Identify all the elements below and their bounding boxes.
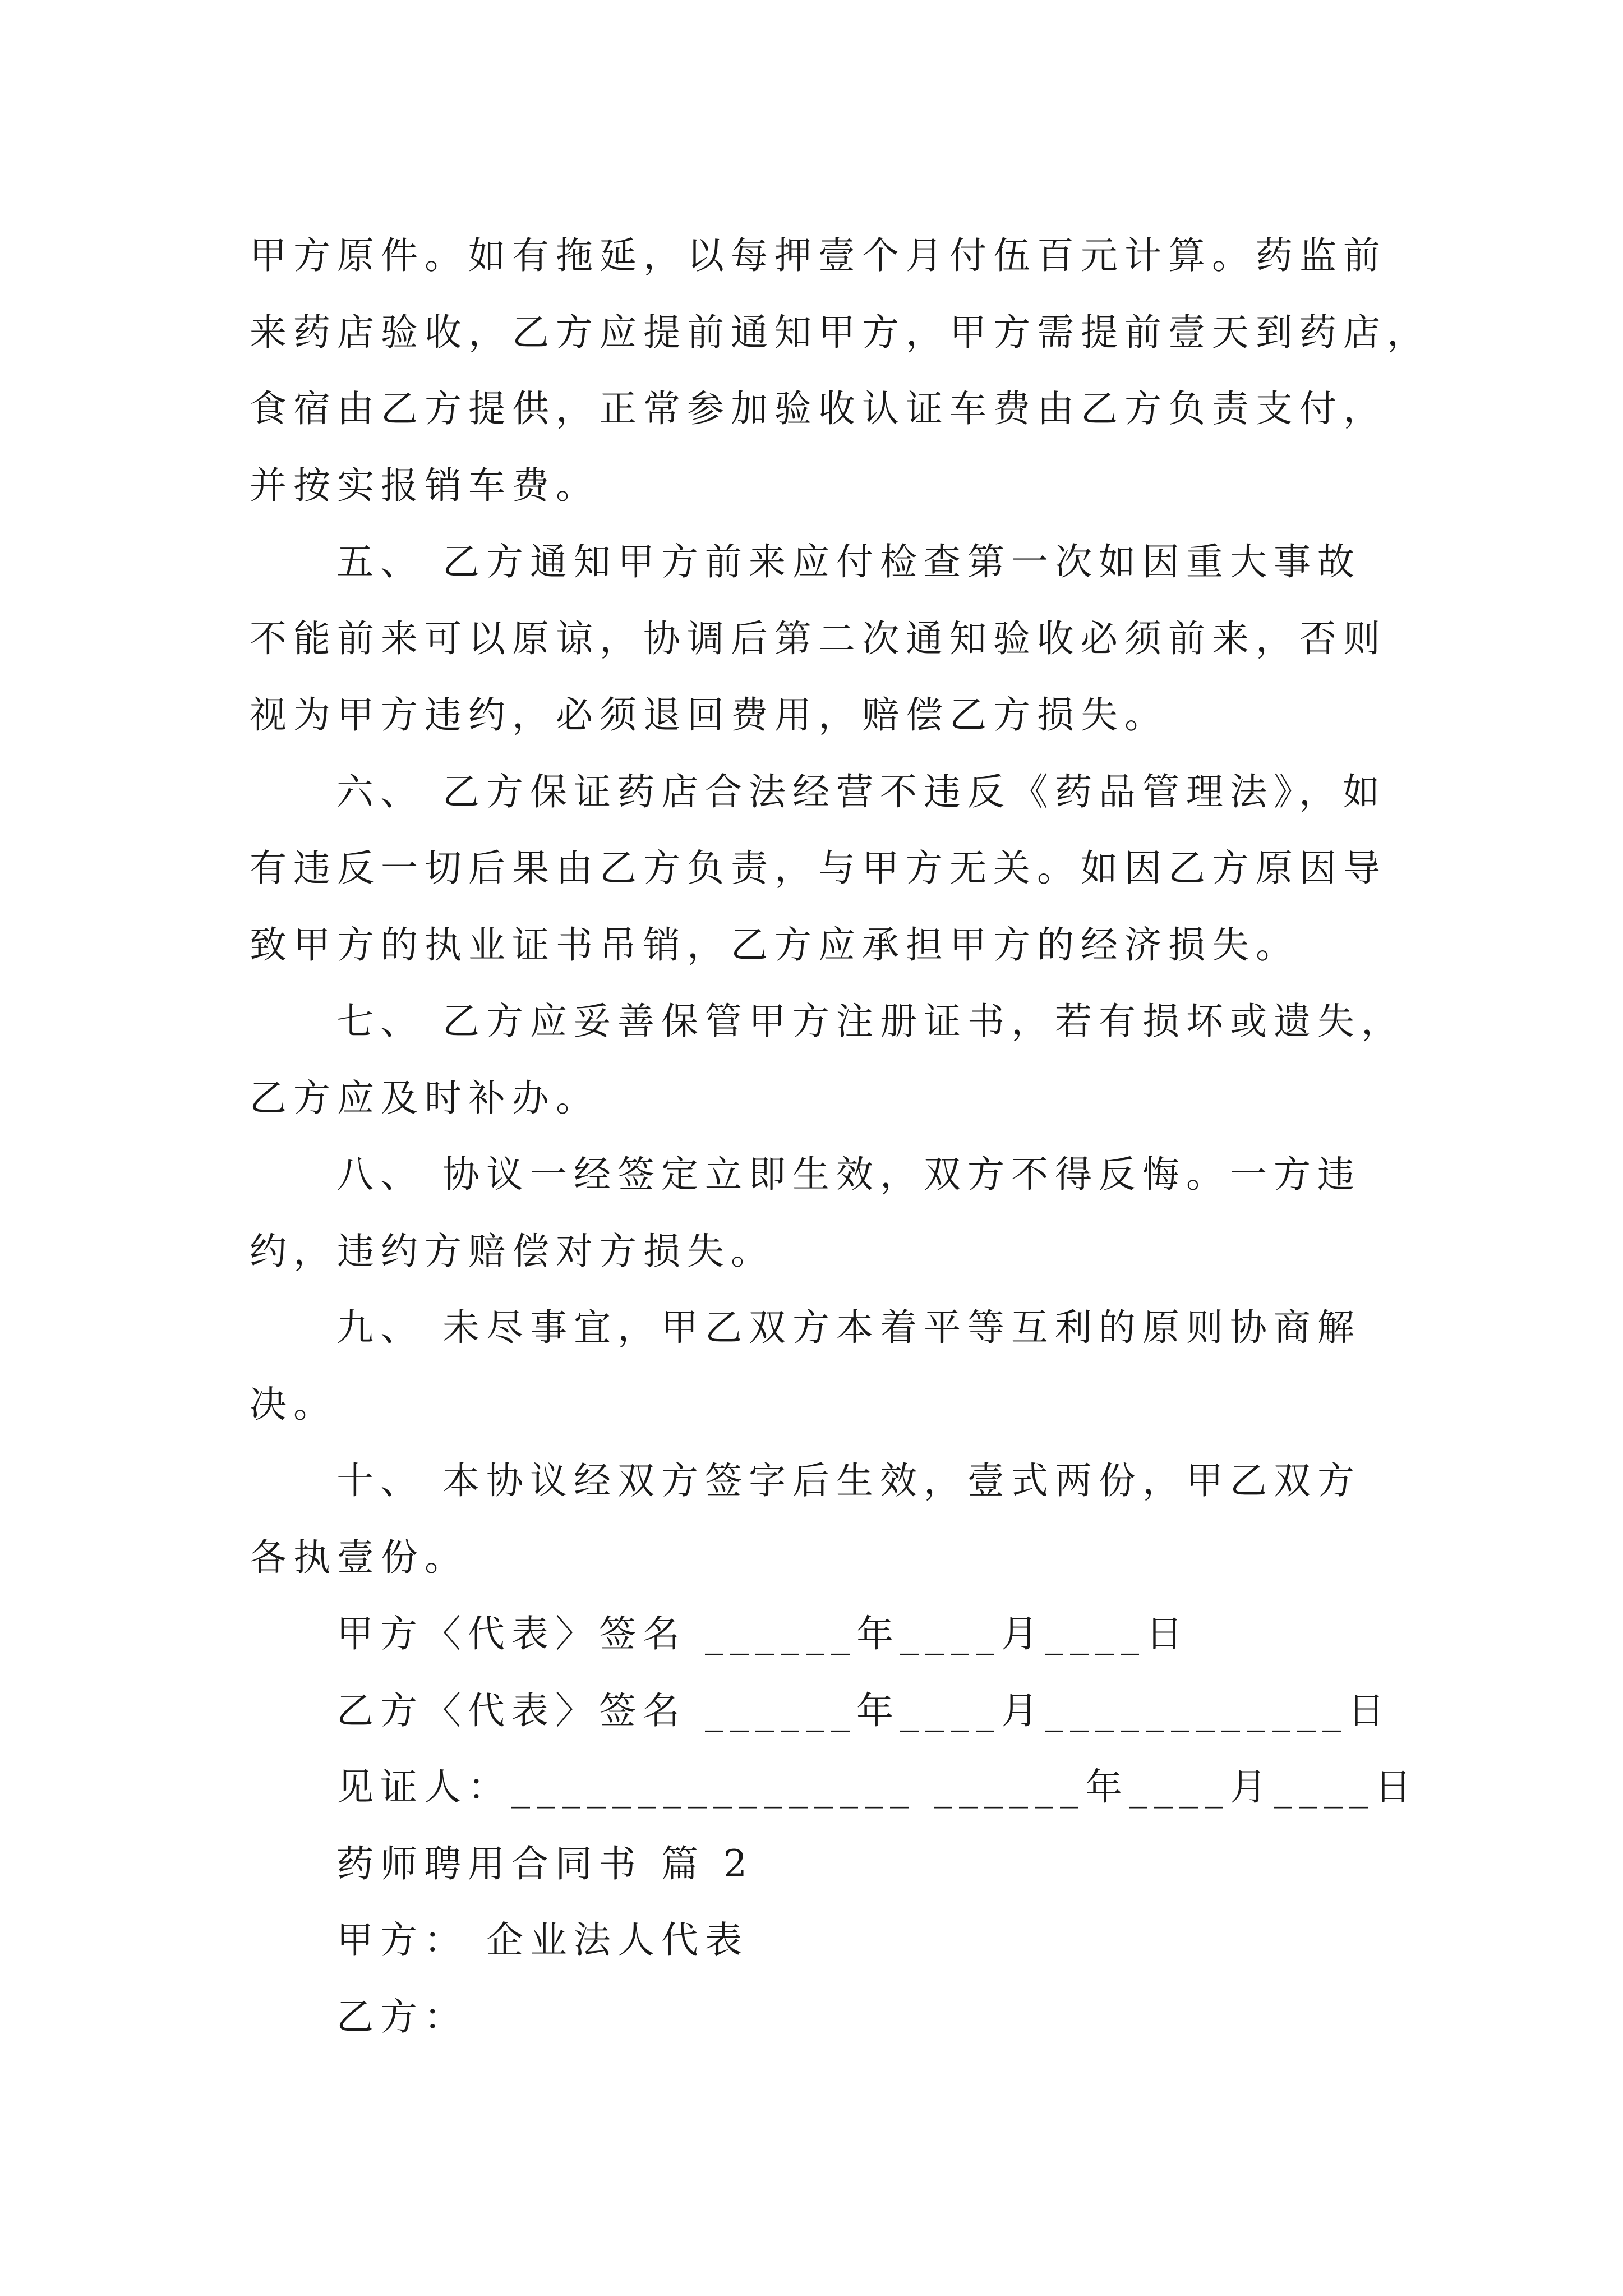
- section-title: 药师聘用合同书 篇 2: [336, 1842, 754, 1885]
- text-line: 十、 本协议经双方签字后生效，壹式两份，甲乙双方: [336, 1459, 1361, 1502]
- text-line: 并按实报销车费。: [250, 463, 600, 507]
- clause-6: [250, 754, 1387, 984]
- document-body: [250, 218, 1431, 2055]
- text-line: 决。: [250, 1382, 337, 1426]
- text-line: 约，违约方赔偿对方损失。: [250, 1229, 774, 1273]
- text-line: 九、 未尽事宜，甲乙双方本着平等互利的原则协商解: [336, 1306, 1361, 1349]
- clause-10: [250, 1443, 1377, 1596]
- clause-8: [250, 1137, 1377, 1290]
- clause-9: [250, 1290, 1377, 1443]
- party-a-line: 甲方： 企业法人代表: [336, 1918, 749, 1962]
- next-section: [250, 1826, 1377, 2056]
- text-line: 六、 乙方保证药店合法经营不违反《药品管理法》，如: [336, 770, 1386, 813]
- text-line: 来药店验收，乙方应提前通知甲方，甲方需提前壹天到药店，: [250, 310, 1431, 354]
- party-b-line: 乙方：: [336, 1995, 468, 2039]
- text-line: 视为甲方违约，必须退回费用，赔偿乙方损失。: [250, 693, 1168, 737]
- text-line: 八、 协议一经签定立即生效，双方不得反悔。一方违: [336, 1153, 1361, 1196]
- clause-7: [250, 983, 1405, 1137]
- signature-block: [250, 1596, 1418, 1826]
- signature-party-a: 甲方〈代表〉签名 ______年____月____日: [336, 1612, 1189, 1655]
- text-line: 有违反一切后果由乙方负责，与甲方无关。如因乙方原因导: [250, 846, 1387, 890]
- signature-party-b: 乙方〈代表〉签名 ______年____月____________日: [336, 1688, 1391, 1732]
- signature-witness: 见证人：________________ ______年____月____日: [336, 1765, 1418, 1809]
- text-line: 五、 乙方通知甲方前来应付检查第一次如因重大事故: [336, 540, 1361, 583]
- text-line: 致甲方的执业证书吊销，乙方应承担甲方的经济损失。: [250, 923, 1299, 967]
- text-line: 不能前来可以原谅，协调后第二次通知验收必须前来，否则: [250, 616, 1387, 660]
- paragraph-continued: [250, 218, 1431, 524]
- text-line: 七、 乙方应妥善保管甲方注册证书，若有损坏或遗失，: [336, 1000, 1405, 1043]
- text-line: 食宿由乙方提供，正常参加验收认证车费由乙方负责支付，: [250, 387, 1387, 430]
- clause-5: [250, 524, 1387, 754]
- text-line: 各执壹份。: [250, 1535, 468, 1579]
- text-line: 乙方应及时补办。: [250, 1076, 600, 1120]
- text-line: 甲方原件。如有拖延，以每押壹个月付伍百元计算。药监前: [250, 234, 1387, 277]
